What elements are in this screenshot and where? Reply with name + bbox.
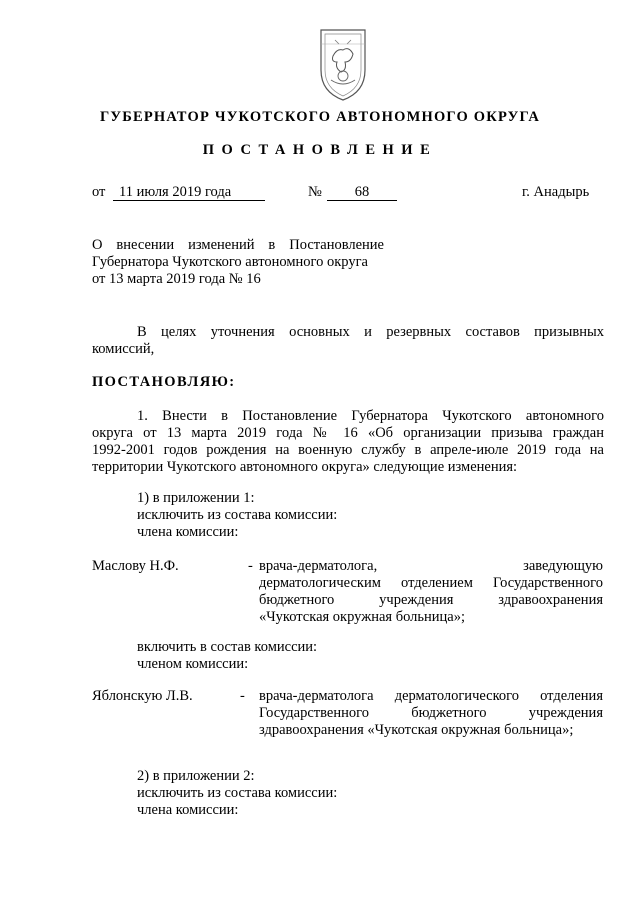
person-1-line: «Чукотская окружная больница»; — [259, 609, 465, 625]
preamble — [92, 324, 604, 358]
date-value: 11 июля 2019 года — [113, 185, 265, 201]
place: г. Анадырь — [522, 184, 590, 200]
person-1-line: бюджетного учреждения здравоохранения — [259, 592, 603, 608]
appendix-2-label: 2) в приложении 2: — [137, 768, 255, 784]
number-value: 68 — [327, 185, 397, 201]
subject-line: от 13 марта 2019 года № 16 — [92, 271, 261, 287]
person-1-line: дерматологическим отделением Государственного — [259, 575, 603, 591]
person-2-line: Государственного бюджетного учреждения — [259, 705, 603, 721]
resolve-heading: ПОСТАНОВЛЯЮ: — [92, 374, 236, 390]
include-label: включить в состав комиссии: — [137, 639, 318, 655]
person-2-description — [259, 688, 603, 739]
preamble-line: В целях уточнения основных и резервных составов призывных — [137, 324, 604, 340]
person-1-name: Маслову Н.Ф. — [92, 558, 179, 574]
item-1-line: 1. Внести в Постановление Губернатора Чукотского автономного — [137, 408, 604, 424]
member-label: члена комиссии: — [137, 524, 239, 540]
exclude-label-2: исключить из состава комиссии: — [137, 785, 338, 801]
person-1-dash: - — [248, 558, 253, 574]
person-2-line: врача-дерматолога дерматологического отделения — [259, 688, 603, 704]
coat-of-arms-icon — [311, 26, 375, 104]
member-label-2: члена комиссии: — [137, 802, 239, 818]
person-1-line: врача-дерматолога, заведующую — [259, 558, 603, 574]
document-type-title: ПОСТАНОВЛЕНИЕ — [202, 142, 438, 158]
item-1-line: 1992-2001 годов рождения на военную службу в апреле-июле 2019 года на — [92, 442, 604, 458]
preamble-line: комиссий, — [92, 341, 155, 357]
person-2-dash: - — [240, 688, 245, 704]
subject-line: О внесении изменений в Постановление — [92, 237, 384, 253]
person-1-description — [259, 558, 603, 626]
item-1-line: округа от 13 марта 2019 года № 16 «Об организации призыва граждан — [92, 425, 604, 441]
date-prefix: от — [92, 184, 106, 200]
member-include-label: членом комиссии: — [137, 656, 249, 672]
subject-line: Губернатора Чукотского автономного округа — [92, 254, 368, 270]
person-2-line: здравоохранения «Чукотская окружная больница»; — [259, 722, 574, 738]
number-sign: № — [308, 184, 322, 200]
exclude-label: исключить из состава комиссии: — [137, 507, 338, 523]
date-field — [113, 184, 265, 201]
appendix-1-label: 1) в приложении 1: — [137, 490, 255, 506]
person-2-name: Яблонскую Л.В. — [92, 688, 193, 704]
subject-block — [92, 237, 384, 288]
authority-title: ГУБЕРНАТОР ЧУКОТСКОГО АВТОНОМНОГО ОКРУГА — [99, 109, 541, 125]
item-1-text — [92, 408, 604, 476]
item-1-line: территории Чукотского автономного округа» следующие изменения: — [92, 459, 518, 475]
number-field — [327, 184, 397, 201]
